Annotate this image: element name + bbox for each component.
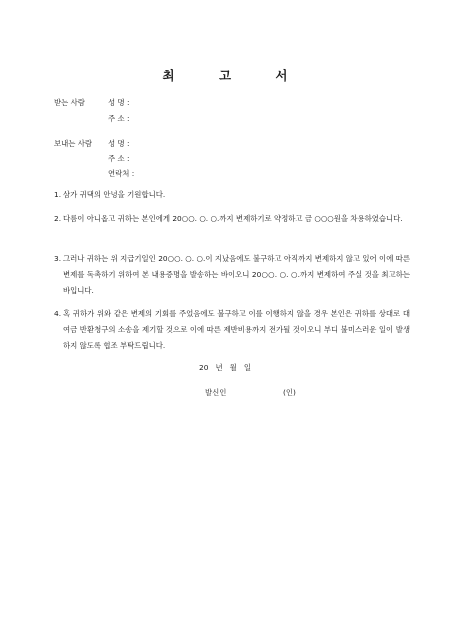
paragraph-1 bbox=[54, 187, 410, 203]
recipient-name-label: 성 명 : bbox=[108, 98, 130, 107]
paragraph-text: 혹 귀하가 위와 같은 변제의 기회를 주었음에도 불구하고 이를 이행하지 않을 경우 본인은 귀하를 상대로 대여금 반환청구의 소송을 제기할 것으로 이에 따른 제반비용까지 전가될 것이오니 부디 불미스러운 일이 발생하지 않도록 협조 부탁드립니다. bbox=[63, 309, 410, 350]
recipient-label: 받는 사람 bbox=[54, 98, 85, 107]
paragraph-text: 삼가 귀댁의 안녕을 기원합니다. bbox=[63, 190, 166, 199]
sender-contact-label: 연락처 : bbox=[108, 169, 135, 178]
sender-name-label: 성 명 : bbox=[108, 139, 130, 148]
paragraph-4 bbox=[54, 306, 410, 354]
paragraph-2 bbox=[54, 211, 410, 227]
seal-mark: (인) bbox=[283, 388, 296, 397]
paragraph-number: 4. bbox=[54, 309, 62, 318]
date-line: 20 년 월 일 bbox=[199, 363, 251, 372]
sender-label: 보내는 사람 bbox=[54, 139, 93, 148]
paragraph-number: 2. bbox=[54, 214, 62, 223]
paragraph-number: 3. bbox=[54, 254, 62, 263]
sender-address-label: 주 소 : bbox=[108, 154, 130, 163]
paragraph-text: 그러나 귀하는 위 지급기일인 20○○. ○. ○.이 지났음에도 불구하고 아직까지 변제하지 않고 있어 이에 따른 변제를 독촉하기 위하여 본 내용증명을 발송하는 바이오니 20○○. ○. ○.까지 변제하여 주실 것을 최고하는 바입니다. bbox=[63, 254, 410, 295]
paragraph-text: 다름이 아니옵고 귀하는 본인에게 20○○. ○. ○.까지 변제하기로 약정하고 금 ○○○원을 차용하였습니다. bbox=[63, 214, 403, 223]
recipient-address-label: 주 소 : bbox=[108, 114, 130, 123]
paragraph-3 bbox=[54, 251, 410, 299]
document-title: 최 고 서 bbox=[162, 68, 308, 83]
paragraph-number: 1. bbox=[54, 190, 62, 199]
signature-label: 발신인 bbox=[205, 388, 227, 397]
